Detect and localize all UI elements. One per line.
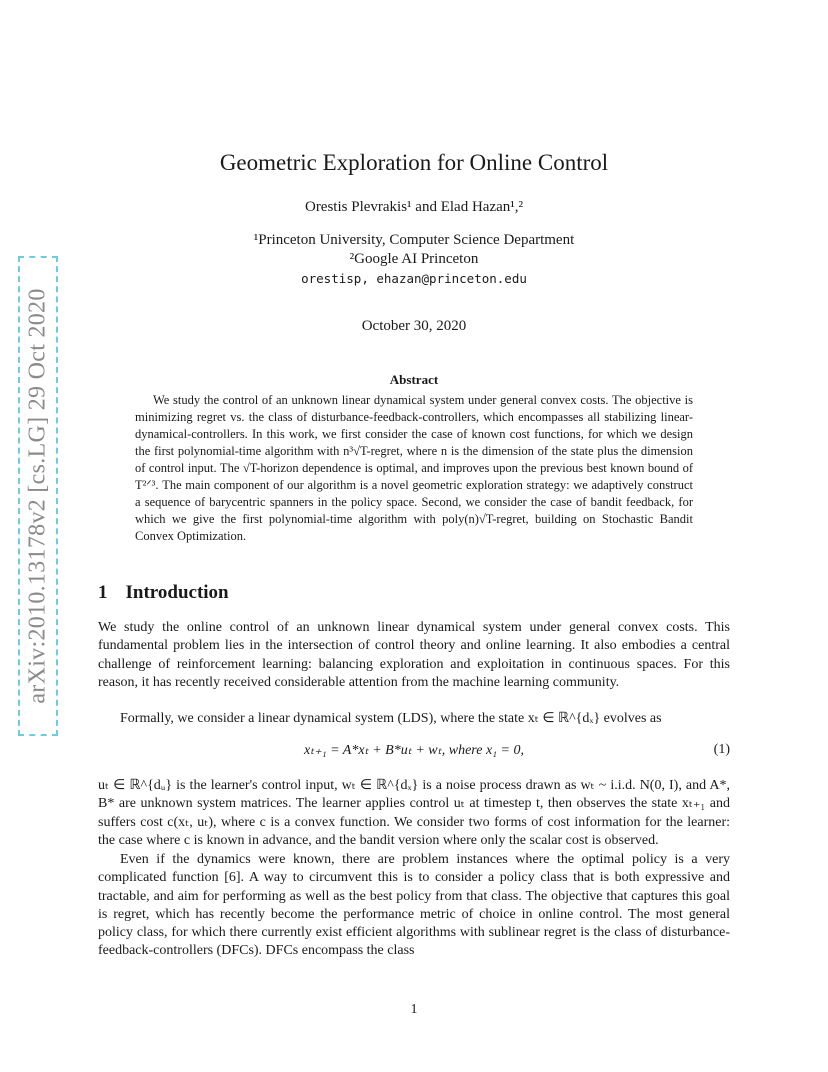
arxiv-stamp — [18, 256, 58, 736]
abstract-text: We study the control of an unknown linear dynamical system under general convex costs. The objective is minimizing regret vs. the class of disturbance-feedback-controllers, which encompasses all stabilizing linear-dynamical-controllers. In this work, we first consider the case of known cost functions, for which we design the first polynomial-time algorithm with n³√T-regret, where n is the dimension of the state plus the dimension of control input. The √T-horizon dependence is optimal, and improves upon the previous best known bound of T²ᐟ³. The main component of our algorithm is a novel geometric exploration strategy: we adaptively construct a sequence of barycentric spanners in the policy space. Second, we consider the case of bandit feedback, for which we give the first polynomial-time algorithm with poly(n)√T-regret, building on Stochastic Bandit Convex Optimization. — [135, 393, 693, 543]
abstract-heading: Abstract — [389, 372, 439, 387]
intro-paragraph-3: uₜ ∈ ℝ^{dᵤ} is the learner's control input, wₜ ∈ ℝ^{dₓ} is a noise process drawn as wₜ ~ i.i.d. N(0, I), and A*, B* are unknown system matrices. The learner applies control uₜ at timestep t, then observes the state xₜ₊₁ and suffers cost c(xₜ, uₜ), where c is a convex function. We consider two forms of cost information for the learner: the case where c is known in advance, and the bandit version where only the scalar cost is observed. — [98, 778, 730, 848]
equation-1 — [98, 742, 730, 762]
intro-paragraph-1: We study the online control of an unknown linear dynamical system under general convex costs. This fundamental problem lies in the intersection of control theory and online learning. It also embodies a central challenge of reinforcement learning: balancing exploration and exploitation in continuous spaces. For this reason, it has recently received considerable attention from the machine learning community. — [98, 620, 730, 690]
equation-number: (1) — [713, 742, 730, 757]
affiliation-google: ²Google AI Princeton — [349, 251, 479, 267]
paper-title: Geometric Exploration for Online Control — [219, 150, 609, 175]
author-list: Orestis Plevrakis¹ and Elad Hazan¹,² — [304, 199, 523, 215]
section-title: Introduction — [125, 582, 229, 603]
intro-paragraph-4: Even if the dynamics were known, there are problem instances where the optimal policy is a very complicated function [6]. A way to circumvent this is to consider a policy class that is both expressive and tractable, and aim for performing as well as the best policy from that class. The objective that captures this goal is regret, which has recently become the performance metric of choice in online control. The most general policy class, for which there currently exist efficient algorithms with sublinear regret is the class of disturbance-feedback-controllers (DFCs). DFCs encompass the class — [98, 852, 730, 959]
page-number: 1 — [410, 1002, 418, 1017]
author-emails: orestisp, ehazan@princeton.edu — [301, 271, 527, 286]
intro-paragraph-2: Formally, we consider a linear dynamical system (LDS), where the state xₜ ∈ ℝ^{dₓ} evolves as — [120, 711, 662, 726]
affiliation-princeton: ¹Princeton University, Computer Science Department — [253, 232, 575, 248]
section-heading — [98, 582, 229, 604]
section-number: 1 — [98, 582, 108, 603]
publication-date: October 30, 2020 — [361, 318, 467, 334]
equation-body: xₜ₊₁ = A*xₜ + B*uₜ + wₜ, where x₁ = 0, — [304, 743, 524, 758]
arxiv-identifier: arXiv:2010.13178v2 [cs.LG] 29 Oct 2020 — [24, 288, 51, 704]
